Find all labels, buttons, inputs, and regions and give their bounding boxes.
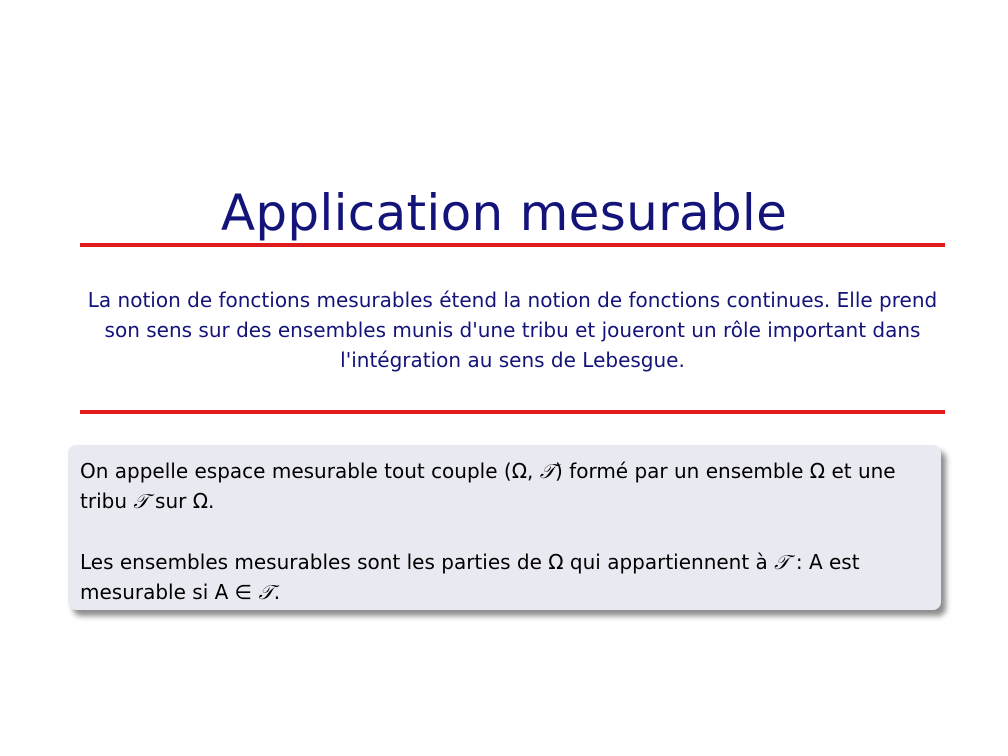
text-segment: sur Ω. [148, 489, 215, 513]
text-segment: On appelle espace mesurable tout couple (Ω, [80, 459, 540, 483]
text-segment: . [273, 580, 281, 604]
tribe-symbol: 𝒯 [133, 489, 149, 513]
tribe-symbol: 𝒯 [258, 580, 274, 604]
text-segment: ) formé par un ensemble Ω et une tribu [80, 459, 896, 513]
slide-title: Application mesurable [220, 183, 788, 242]
title-divider-bottom [80, 410, 945, 414]
tribe-symbol: 𝒯 [539, 459, 556, 483]
text-segment: Les ensembles mesurables sont les parties de Ω qui appartiennent à [80, 550, 775, 574]
title-divider-top [80, 243, 945, 247]
definition-paragraph-measurable-space [80, 456, 929, 516]
intro-text: La notion de fonctions mesurables étend la notion de fonctions continues. Elle prend son sens sur des ensembles munis d'une tribu et joueront un rôle important dans l'intégration au sens de Lebesgue. [87, 288, 938, 372]
definition-block [68, 445, 941, 610]
text-segment: : A est mesurable si A ∈ [80, 550, 860, 604]
definition-paragraph-measurable-sets [80, 547, 929, 607]
tribe-symbol: 𝒯 [774, 550, 790, 574]
